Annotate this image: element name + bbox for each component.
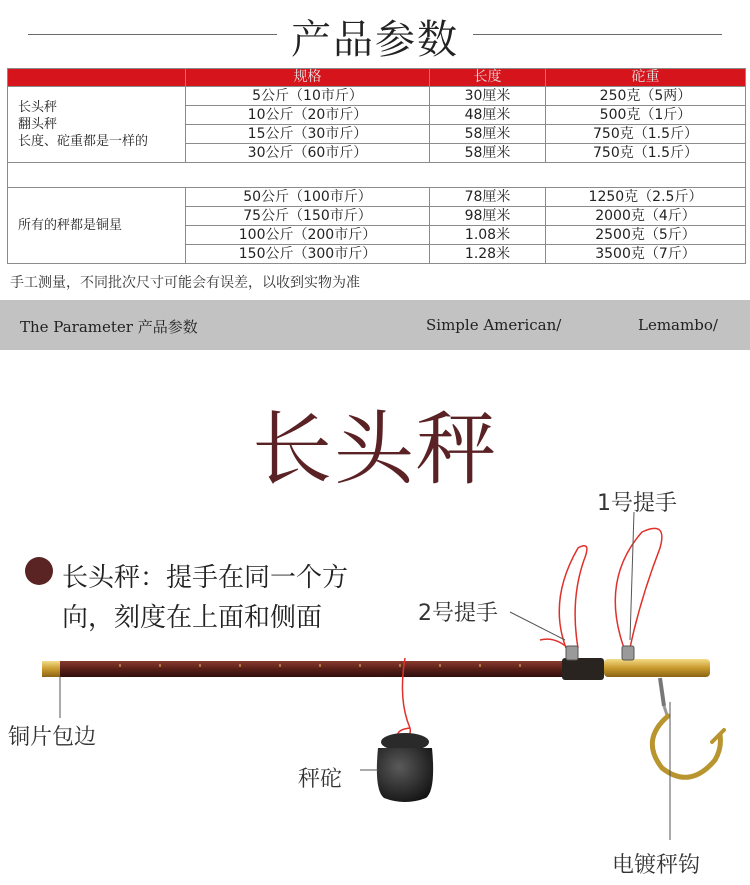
cell-spec: 15公斤（30市斤） <box>186 125 430 144</box>
band-right-text: Lemambo/ <box>638 316 718 334</box>
cell-length: 58厘米 <box>430 125 546 144</box>
group-label-line: 长度、砣重都是一样的 <box>18 134 149 149</box>
cell-spec: 50公斤（100市斤） <box>186 188 430 207</box>
handle-rings-icon <box>566 646 634 660</box>
label-hook: 电镀秤钩 <box>612 853 701 878</box>
cell-weight: 2500克（5斤） <box>546 226 746 245</box>
column-header-weight: 砣重 <box>546 69 746 87</box>
cell-length: 1.28米 <box>430 245 546 264</box>
description-line: 向，刻度在上面和侧面 <box>62 603 323 633</box>
cell-weight: 250克（5两） <box>546 87 746 106</box>
cell-spec: 75公斤（150市斤） <box>186 207 430 226</box>
cell-weight: 750克（1.5斤） <box>546 125 746 144</box>
cell-length: 78厘米 <box>430 188 546 207</box>
hook-icon <box>652 678 724 777</box>
cell-spec: 30公斤（60市斤） <box>186 144 430 163</box>
cell-weight: 750克（1.5斤） <box>546 144 746 163</box>
label-copper-edge: 铜片包边 <box>8 725 97 750</box>
group-label-line: 长头秤 <box>18 100 58 115</box>
cell-weight: 500克（1斤） <box>546 106 746 125</box>
group-label-line: 所有的秤都是铜星 <box>18 218 123 233</box>
cell-spec: 5公斤（10市斤） <box>186 87 430 106</box>
label-handle-1: 1号提手 <box>597 491 677 516</box>
cell-spec: 150公斤（300市斤） <box>186 245 430 264</box>
cell-weight: 1250克（2.5斤） <box>546 188 746 207</box>
cell-spec: 100公斤（200市斤） <box>186 226 430 245</box>
band-middle-text: Simple American/ <box>426 316 562 334</box>
cell-length: 30厘米 <box>430 87 546 106</box>
cell-length: 1.08米 <box>430 226 546 245</box>
label-counterweight: 秤砣 <box>298 767 343 792</box>
cell-length: 98厘米 <box>430 207 546 226</box>
cell-length: 58厘米 <box>430 144 546 163</box>
cell-length: 48厘米 <box>430 106 546 125</box>
description-line: 长头秤：提手在同一个方 <box>62 563 349 593</box>
handle-strings-icon <box>540 528 662 650</box>
column-header-spec: 规格 <box>186 69 430 87</box>
band-left-text: The Parameter 产品参数 <box>20 318 198 336</box>
product-title: 长头秤 <box>252 403 498 496</box>
group-label-line: 翻头秤 <box>18 117 58 132</box>
cell-weight: 2000克（4斤） <box>546 207 746 226</box>
counterweight-icon <box>377 658 433 802</box>
label-handle-2: 2号提手 <box>418 601 498 626</box>
measurement-note: 手工测量，不同批次尺寸可能会有误差，以收到实物为准 <box>10 275 360 291</box>
cell-spec: 10公斤（20市斤） <box>186 106 430 125</box>
column-header-length: 长度 <box>430 69 546 87</box>
page-title: 产品参数 <box>277 17 473 63</box>
scale-rod-icon <box>42 658 710 680</box>
cell-weight: 3500克（7斤） <box>546 245 746 264</box>
